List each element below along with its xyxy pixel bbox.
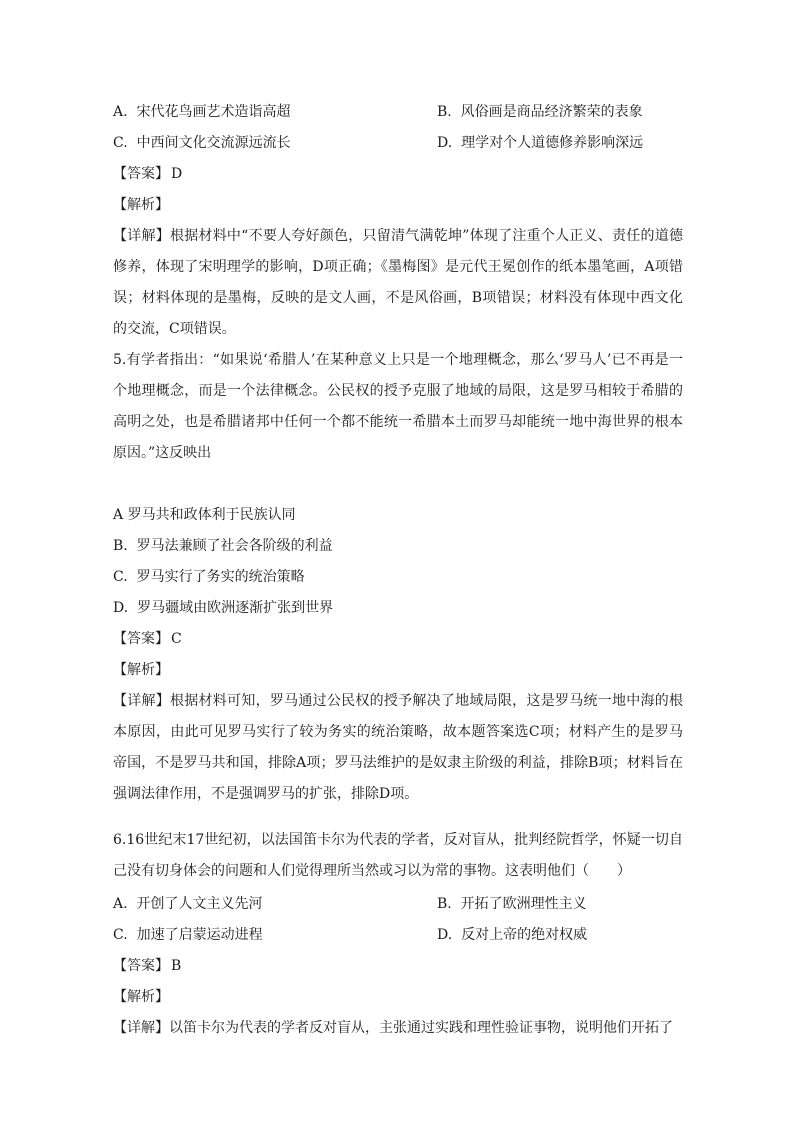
q6-option-b: B. 开拓了欧洲理性主义 bbox=[437, 896, 587, 912]
q5-option-c: C. 罗马实行了务实的统治策略 bbox=[113, 569, 305, 585]
q6-option-a: A. 开创了人文主义先河 bbox=[113, 896, 263, 912]
q4-option-d: D. 理学对个人道德修养影响深远 bbox=[437, 135, 644, 151]
q6-analysis-tag: 【解析】 bbox=[113, 989, 169, 1005]
q4-option-b: B. 风俗画是商品经济繁荣的表象 bbox=[437, 104, 643, 120]
q4-answer: 【答案】 D bbox=[113, 166, 183, 182]
q5-option-b: B. 罗马法兼顾了社会各阶级的利益 bbox=[113, 538, 333, 554]
q4-detail: 【详解】根据材料中“不要人夸好颜色，只留清气满乾坤”体现了注重个人正义、责任的道德修养，体现了宋明理学的影响，D项正确；《墨梅图》是元代王冕创作的纸本墨笔画，A项错误；材料体现的是墨梅，反映的是文人画，不是风俗画，B项错误；材料没有体现中西文化的交流，C项错误。 bbox=[113, 228, 683, 337]
q5-analysis-tag: 【解析】 bbox=[113, 662, 169, 678]
q6-option-c: C. 加速了启蒙运动进程 bbox=[113, 927, 263, 943]
q6-detail: 【详解】以笛卡尔为代表的学者反对盲从，主张通过实践和理性验证事物，说明他们开拓了 bbox=[113, 1020, 673, 1036]
q5-answer: 【答案】 C bbox=[113, 631, 182, 647]
q5-detail: 【详解】根据材料可知，罗马通过公民权的授予解决了地域局限，这是罗马统一地中海的根本原因，由此可见罗马实行了较为务实的统治策略，故本题答案选C项；材料产生的是罗马帝国，不是罗马共和国，排除A项；罗马法维护的是奴隶主阶级的利益，排除B项；材料旨在强调法律作用，不是强调罗马的扩张，排除D项。 bbox=[113, 693, 684, 802]
q5-stem: 5.有学者指出：“如果说‘希腊人’在某种意义上只是一个地理概念，那么‘罗马人’已不再是一个地理概念，而是一个法律概念。公民权的授予克服了地域的局限，这是罗马相较于希腊的高明之处，也是希腊诸邦中任何一个都不能统一希腊本土而罗马却能统一地中海世界的根本原因。”这反映出 bbox=[113, 352, 683, 461]
q6-stem: 6.16世纪末17世纪初，以法国笛卡尔为代表的学者，反对盲从，批判经院哲学，怀疑一切自己没有切身体会的问题和人们觉得理所当然或习以为常的事物。这表明他们（ ） bbox=[113, 832, 683, 879]
q6-option-d: D. 反对上帝的绝对权威 bbox=[437, 927, 588, 943]
q4-analysis-tag: 【解析】 bbox=[113, 197, 169, 213]
q4-option-c: C. 中西间文化交流源远流长 bbox=[113, 135, 291, 151]
q4-option-a: A. 宋代花鸟画艺术造诣高超 bbox=[113, 104, 291, 120]
q5-option-a: A 罗马共和政体利于民族认同 bbox=[113, 507, 296, 523]
q6-answer: 【答案】 B bbox=[113, 958, 182, 974]
q5-option-d: D. 罗马疆域由欧洲逐渐扩张到世界 bbox=[113, 600, 334, 616]
